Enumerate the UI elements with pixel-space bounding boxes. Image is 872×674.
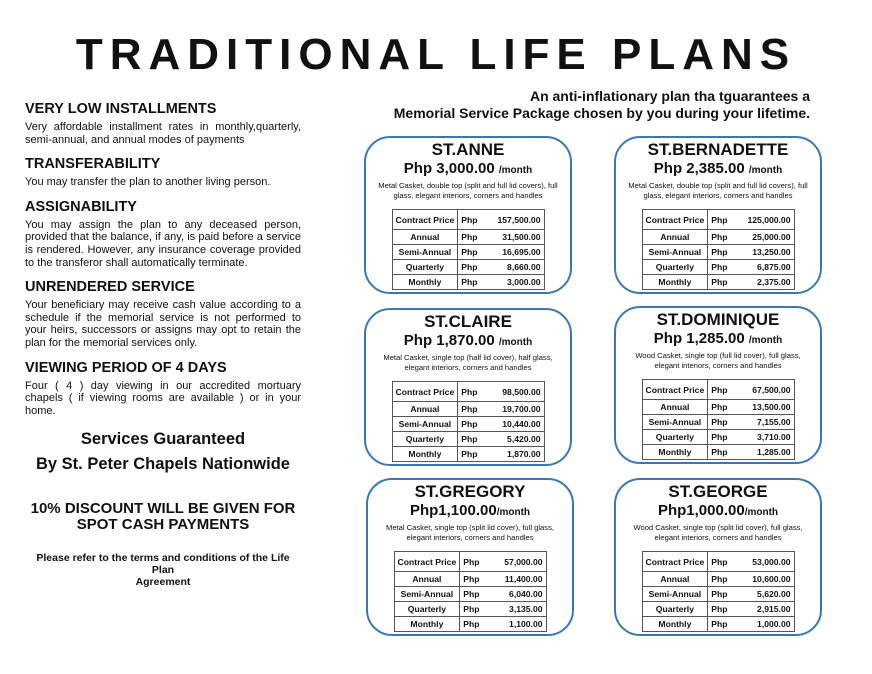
payment-mode-label: Monthly	[642, 275, 708, 290]
table-row	[642, 380, 794, 400]
payment-mode-label: Monthly	[642, 445, 708, 460]
plan-card-st-dominique	[614, 306, 822, 464]
section-heading: ASSIGNABILITY	[25, 198, 137, 215]
currency-label: Php	[708, 552, 732, 572]
payment-amount: 10,600.00	[732, 572, 794, 587]
guarantee-line-1: Services Guaranteed	[80, 430, 246, 449]
payment-amount: 5,620.00	[732, 587, 794, 602]
plan-description: Metal Casket, single top (split lid cover), full glass, elegant interiors, corners and handles	[386, 523, 554, 542]
payment-mode-label: Semi-Annual	[392, 245, 458, 260]
payment-mode-label: Semi-Annual	[392, 417, 458, 432]
plan-name: ST.GREGORY	[414, 482, 526, 501]
currency-label: Php	[708, 430, 732, 445]
section-text: Very affordable installment rates in monthly,quarterly, semi-annual, and annual modes of payments	[25, 121, 301, 146]
payment-mode-label: Quarterly	[642, 602, 708, 617]
table-row	[392, 210, 544, 230]
payment-amount: 3,135.00	[484, 602, 546, 617]
discount-notice	[25, 501, 301, 533]
currency-label: Php	[458, 275, 482, 290]
payment-amount: 1,285.00	[732, 445, 794, 460]
services-guaranteed	[25, 427, 301, 477]
payment-mode-label: Semi-Annual	[642, 587, 708, 602]
payment-mode-label: Semi-Annual	[642, 415, 708, 430]
currency-label: Php	[708, 415, 732, 430]
payment-mode-label: Quarterly	[394, 602, 460, 617]
tagline	[390, 88, 810, 122]
section-text: Four ( 4 ) day viewing in our accredited mortuary chapels ( if viewing rooms are available ) or in your home.	[25, 379, 301, 417]
benefits-column	[25, 101, 301, 588]
payment-amount: 13,250.00	[732, 245, 794, 260]
section-text: You may transfer the plan to another living person.	[25, 176, 271, 189]
table-row	[392, 432, 544, 447]
payment-amount: 1,100.00	[484, 617, 546, 632]
currency-label: Php	[708, 380, 732, 400]
table-row	[642, 602, 794, 617]
section-assignability	[25, 199, 301, 269]
payment-amount: 3,710.00	[732, 430, 794, 445]
guarantee-line-2: By St. Peter Chapels Nationwide	[36, 455, 290, 474]
payment-mode-label: Quarterly	[392, 432, 458, 447]
table-row	[392, 245, 544, 260]
table-row	[392, 447, 544, 462]
discount-line-1: 10% DISCOUNT WILL BE GIVEN FOR	[30, 500, 296, 518]
payment-amount: 6,040.00	[484, 587, 546, 602]
table-row	[642, 245, 794, 260]
payment-amount: 7,155.00	[732, 415, 794, 430]
payment-amount: 53,000.00	[732, 552, 794, 572]
table-row	[392, 382, 544, 402]
table-row	[392, 275, 544, 290]
table-row	[642, 430, 794, 445]
plan-price: Php 1,870.00 /month	[403, 332, 533, 349]
table-row	[642, 230, 794, 245]
payment-mode-label: Monthly	[394, 617, 460, 632]
payment-amount: 19,700.00	[482, 402, 544, 417]
payment-mode-label: Contract Price	[394, 552, 460, 572]
table-row	[642, 400, 794, 415]
currency-label: Php	[460, 587, 484, 602]
payment-amount: 98,500.00	[482, 382, 544, 402]
payment-mode-label: Contract Price	[392, 382, 458, 402]
payment-amount: 57,000.00	[484, 552, 546, 572]
currency-label: Php	[708, 617, 732, 632]
plan-price: Php 3,000.00 /month	[403, 160, 533, 177]
payment-mode-label: Contract Price	[642, 552, 708, 572]
payment-mode-label: Semi-Annual	[394, 587, 460, 602]
section-heading: VERY LOW INSTALLMENTS	[25, 101, 217, 117]
table-row	[642, 415, 794, 430]
table-row	[642, 572, 794, 587]
section-text: You may assign the plan to any deceased person, provided that the balance, if any, is paid before a service is rendered. However, any insurance coverage provided to the transferor shall automatically terminate.	[25, 218, 301, 269]
payment-amount: 1,870.00	[482, 447, 544, 462]
currency-label: Php	[460, 572, 484, 587]
payment-table	[394, 551, 547, 632]
table-row	[394, 617, 546, 632]
payment-table	[642, 209, 795, 290]
table-row	[394, 587, 546, 602]
payment-table	[392, 381, 545, 462]
currency-label: Php	[458, 447, 482, 462]
payment-table	[642, 551, 795, 632]
currency-label: Php	[708, 602, 732, 617]
payment-amount: 1,000.00	[732, 617, 794, 632]
plan-card-st-george	[614, 478, 822, 636]
currency-label: Php	[458, 432, 482, 447]
payment-amount: 13,500.00	[732, 400, 794, 415]
plan-price: Php1,100.00/month	[409, 502, 531, 519]
discount-line-2: SPOT CASH PAYMENTS	[76, 516, 250, 534]
table-row	[392, 402, 544, 417]
payment-amount: 11,400.00	[484, 572, 546, 587]
plan-name: ST.GEORGE	[668, 482, 768, 501]
payment-amount: 125,000.00	[732, 210, 794, 230]
payment-mode-label: Quarterly	[392, 260, 458, 275]
plan-card-st-claire	[364, 308, 572, 466]
payment-mode-label: Contract Price	[642, 210, 708, 230]
payment-amount: 16,695.00	[482, 245, 544, 260]
plan-price: Php 2,385.00 /month	[653, 160, 783, 177]
table-row	[392, 260, 544, 275]
currency-label: Php	[708, 210, 732, 230]
section-unrendered-service	[25, 279, 301, 349]
plan-card-st-anne	[364, 136, 572, 294]
table-row	[642, 552, 794, 572]
currency-label: Php	[708, 245, 732, 260]
plan-card-st-gregory	[366, 478, 574, 636]
section-text: Your beneficiary may receive cash value according to a schedule if the memorial service is not performed to your heirs, successors or assigns may opt to retain the plan for the memorial services only.	[25, 299, 301, 349]
payment-mode-label: Annual	[394, 572, 460, 587]
currency-label: Php	[708, 400, 732, 415]
payment-amount: 8,660.00	[482, 260, 544, 275]
payment-amount: 3,000.00	[482, 275, 544, 290]
plan-card-st-bernadette	[614, 136, 822, 294]
plan-description: Wood Casket, single top (split lid cover), full glass, elegant interiors, corners and handles	[633, 523, 803, 542]
currency-label: Php	[708, 275, 732, 290]
section-transferability	[25, 156, 301, 189]
payment-mode-label: Monthly	[392, 275, 458, 290]
plan-name: ST.DOMINIQUE	[656, 310, 780, 329]
section-heading: UNRENDERED SERVICE	[25, 279, 195, 296]
currency-label: Php	[708, 230, 732, 245]
payment-table	[392, 209, 545, 290]
payment-amount: 31,500.00	[482, 230, 544, 245]
payment-mode-label: Contract Price	[642, 380, 708, 400]
table-row	[642, 260, 794, 275]
payment-amount: 2,375.00	[732, 275, 794, 290]
currency-label: Php	[458, 260, 482, 275]
terms-line-1: Please refer to the terms and conditions of the Life Plan	[36, 552, 290, 577]
table-row	[642, 275, 794, 290]
section-viewing-period	[25, 360, 301, 418]
table-row	[394, 602, 546, 617]
payment-mode-label: Monthly	[642, 617, 708, 632]
tagline-line-1: An anti-inflationary plan tha tguarantees a	[529, 88, 810, 104]
payment-table	[642, 379, 795, 460]
terms-line-2: Agreement	[135, 576, 191, 589]
payment-amount: 6,875.00	[732, 260, 794, 275]
plan-description: Metal Casket, single top (half lid cover), half glass, elegant interiors, corners and handles	[383, 353, 553, 372]
payment-mode-label: Annual	[392, 230, 458, 245]
payment-mode-label: Quarterly	[642, 430, 708, 445]
currency-label: Php	[458, 230, 482, 245]
plan-description: Metal Casket, double top (split and full lid covers), full glass, elegant interiors, corners and handles	[628, 181, 808, 200]
plan-description: Wood Casket, single top (full lid cover), full glass, elegant interiors, corners and handles	[635, 351, 801, 370]
table-row	[642, 587, 794, 602]
plan-name: ST.BERNADETTE	[647, 140, 789, 159]
currency-label: Php	[708, 587, 732, 602]
payment-amount: 10,440.00	[482, 417, 544, 432]
currency-label: Php	[708, 260, 732, 275]
plan-description: Metal Casket, double top (split and full lid covers), full glass, elegant interiors, corners and handles	[378, 181, 558, 200]
payment-mode-label: Quarterly	[642, 260, 708, 275]
payment-mode-label: Annual	[642, 400, 708, 415]
currency-label: Php	[708, 572, 732, 587]
payment-mode-label: Semi-Annual	[642, 245, 708, 260]
currency-label: Php	[458, 382, 482, 402]
currency-label: Php	[460, 552, 484, 572]
payment-mode-label: Annual	[642, 230, 708, 245]
currency-label: Php	[458, 402, 482, 417]
section-installments	[25, 101, 301, 146]
currency-label: Php	[458, 210, 482, 230]
table-row	[642, 210, 794, 230]
currency-label: Php	[460, 617, 484, 632]
payment-amount: 67,500.00	[732, 380, 794, 400]
terms-note	[25, 552, 301, 588]
table-row	[394, 572, 546, 587]
payment-mode-label: Annual	[642, 572, 708, 587]
plan-price: Php 1,285.00 /month	[653, 330, 783, 347]
payment-amount: 25,000.00	[732, 230, 794, 245]
currency-label: Php	[460, 602, 484, 617]
table-row	[642, 617, 794, 632]
plan-price: Php1,000.00/month	[657, 502, 779, 519]
payment-mode-label: Annual	[392, 402, 458, 417]
table-row	[392, 230, 544, 245]
currency-label: Php	[708, 445, 732, 460]
payment-mode-label: Monthly	[392, 447, 458, 462]
table-row	[642, 445, 794, 460]
payment-amount: 5,420.00	[482, 432, 544, 447]
plan-name: ST.ANNE	[431, 140, 505, 159]
payment-amount: 2,915.00	[732, 602, 794, 617]
plan-name: ST.CLAIRE	[424, 312, 512, 331]
section-heading: VIEWING PERIOD OF 4 DAYS	[25, 359, 227, 376]
currency-label: Php	[458, 245, 482, 260]
payment-mode-label: Contract Price	[392, 210, 458, 230]
tagline-line-2: Memorial Service Package chosen by you during your lifetime.	[393, 105, 810, 121]
payment-amount: 157,500.00	[482, 210, 544, 230]
table-row	[392, 417, 544, 432]
page-title: TRADITIONAL LIFE PLANS	[75, 30, 797, 79]
table-row	[394, 552, 546, 572]
currency-label: Php	[458, 417, 482, 432]
section-heading: TRANSFERABILITY	[25, 156, 161, 173]
